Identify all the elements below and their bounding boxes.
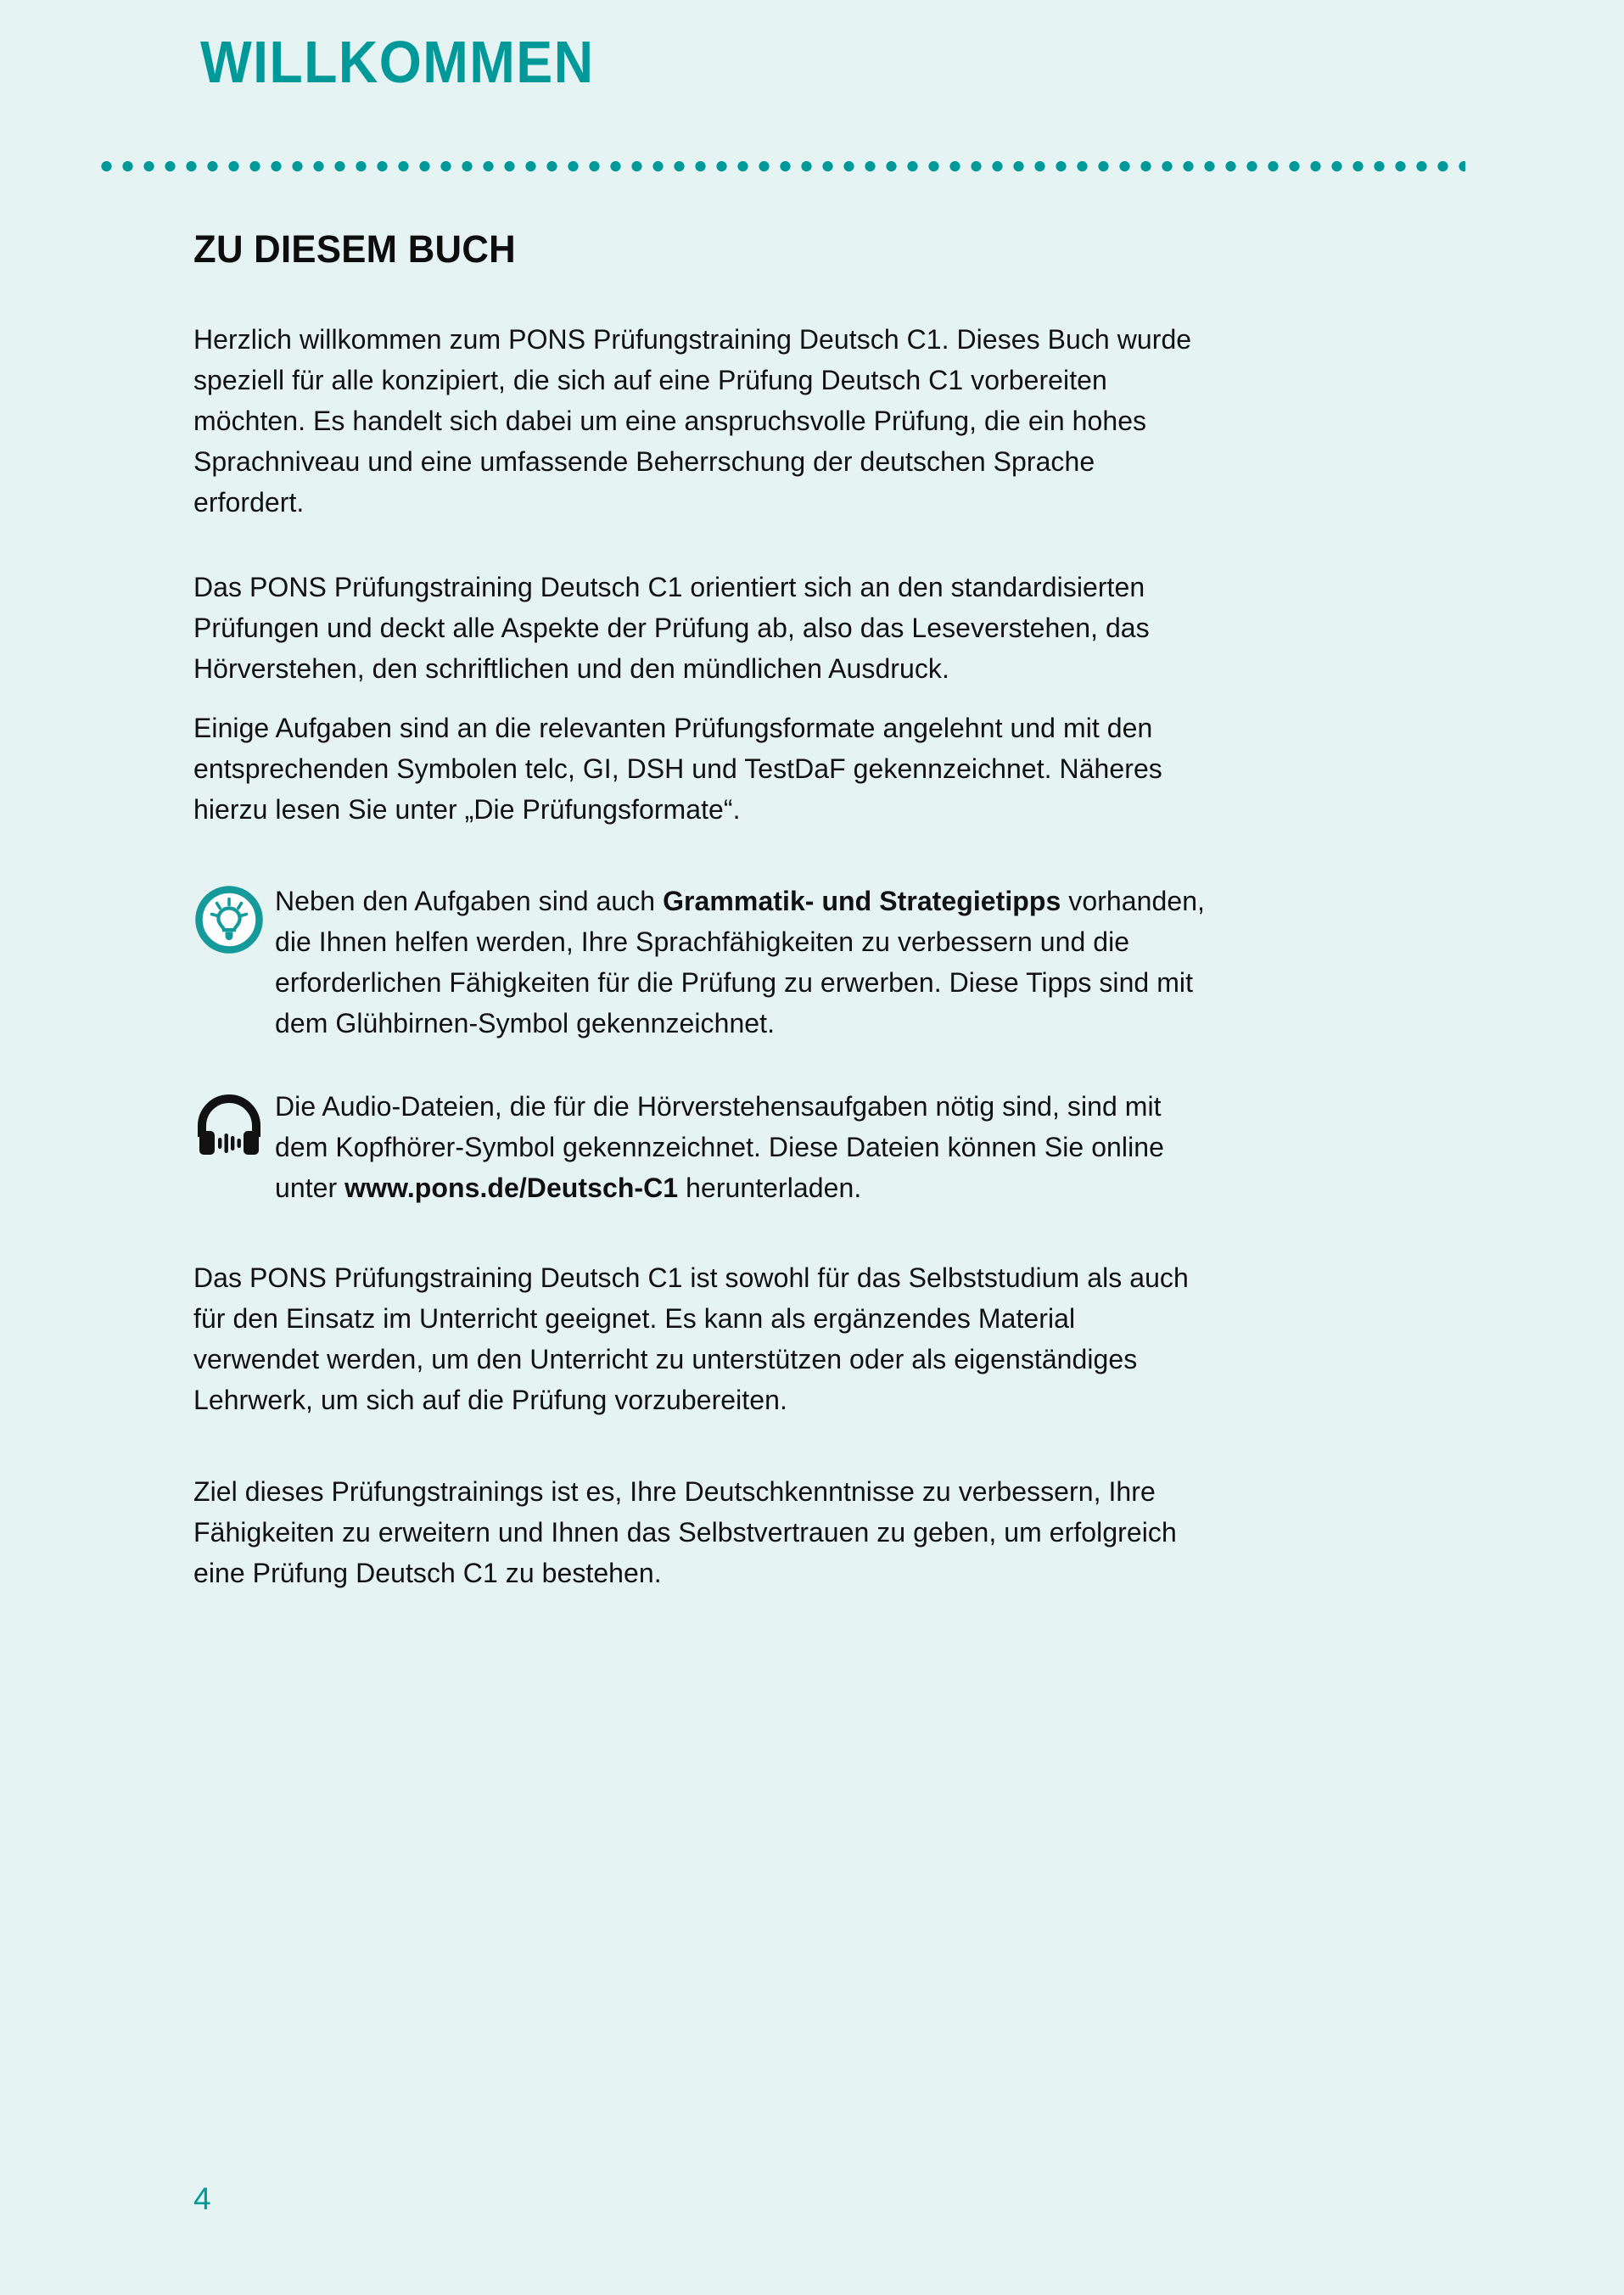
paragraph-scope: Das PONS Prüfungstraining Deutsch C1 orientiert sich an den standardisierten Prüfungen und deckt alle Aspekte der Prüfung ab, also das Leseverstehen, das Hörverstehen, den schriftlichen und den mündlichen Ausdruck. [193, 572, 1150, 684]
audio-block [193, 1086, 1246, 1208]
tip-text-bold: Grammatik- und Strategietipps [663, 886, 1061, 916]
paragraph-formats: Einige Aufgaben sind an die relevanten Prüfungsformate angelehnt und mit den entsprechenden Symbolen telc, GI, DSH und TestDaF gekennzeichnet. Näheres hierzu lesen Sie unter „Die Prüfungsformate“. [193, 713, 1162, 825]
audio-url: www.pons.de/Deutsch-C1 [344, 1173, 679, 1203]
tip-text-after: vorhanden, die Ihnen helfen werden, Ihre Sprachfähigkeiten zu verbessern und die erforderlichen Fähigkeiten für die Prüfung zu erwerben. Diese Tipps sind mit dem Glühbirnen-Symbol gekennzeichnet. [275, 886, 1205, 1038]
paragraph-goal: Ziel dieses Prüfungstrainings ist es, Ihre Deutschkenntnisse zu verbessern, Ihre Fähigkeiten zu erweitern und Ihnen das Selbstvertrauen zu geben, um erfolgreich eine Prüfung Deutsch C1 zu bestehen. [193, 1476, 1177, 1588]
tip-text-before: Neben den Aufgaben sind auch [275, 886, 664, 916]
tip-block [193, 881, 1246, 1044]
audio-text-before: Die Audio-Dateien, die für die Hörverstehensaufgaben nötig sind, sind mit dem Kopfhörer-Symbol gekennzeichnet. Diese Dateien können Sie online unter [275, 1091, 1164, 1203]
paragraph-usage: Das PONS Prüfungstraining Deutsch C1 ist sowohl für das Selbststudium als auch für den Einsatz im Unterricht geeignet. Es kann als ergänzendes Material verwendet werden, um den Unterricht zu unterstützen oder als eigenständiges Lehrwerk, um sich auf die Prüfung vorzubereiten. [193, 1262, 1189, 1415]
page-number: 4 [193, 2181, 211, 2216]
paragraph-intro: Herzlich willkommen zum PONS Prüfungstraining Deutsch C1. Dieses Buch wurde speziell für alle konzipiert, die sich auf eine Prüfung Deutsch C1 vorbereiten möchten. Es handelt sich dabei um eine anspruchsvolle Prüfung, die ein hohes Sprachniveau und eine umfassende Beherrschung der deutschen Sprache erfordert. [193, 324, 1192, 518]
page-title: WILLKOMMEN [200, 29, 595, 95]
lightbulb-icon [193, 884, 265, 955]
headphones-icon [193, 1089, 265, 1161]
audio-text [275, 1086, 1211, 1208]
tip-text [275, 881, 1211, 1044]
page-content [193, 227, 1246, 1637]
section-heading: ZU DIESEM BUCH [193, 227, 516, 271]
audio-text-after: herunterladen. [678, 1173, 862, 1203]
dotted-divider [96, 161, 1465, 171]
